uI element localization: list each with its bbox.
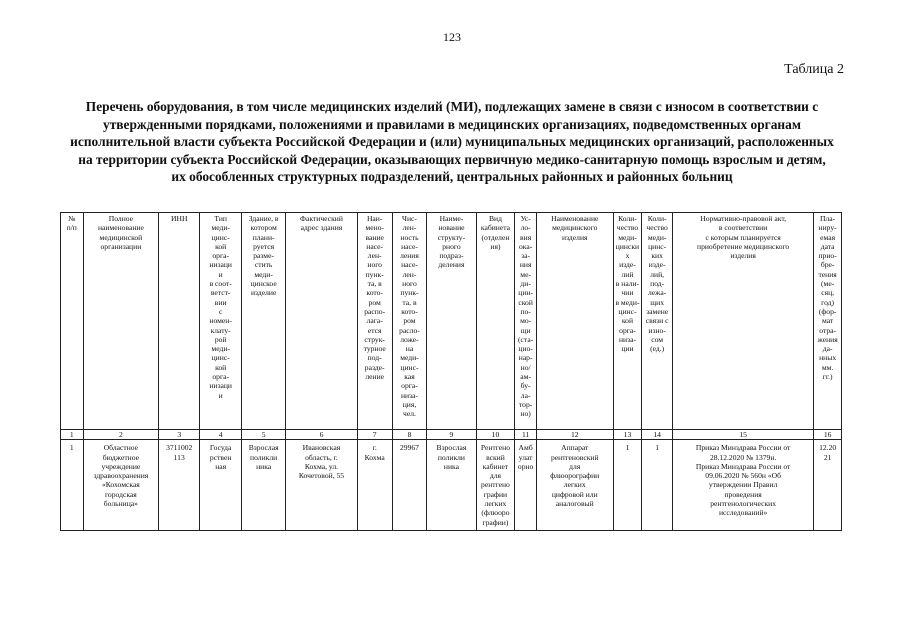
header-cell: № п/п [61,213,84,430]
column-number: 2 [83,430,159,440]
column-number: 14 [642,430,673,440]
header-cell: Фактический адрес здания [286,213,358,430]
table-cell: Госуда рствен ная [200,440,242,531]
table-cell: Приказ Минздрава России от 28.12.2020 № 1379н. Приказ Минздрава России от 09.06.2020 № 560н «Об утверждении Правил проведения рентгенологических исследований» [673,440,814,531]
column-number-row [61,430,842,440]
header-cell: Ус- ло- вия ока- за- ния ме- ди- цин- ской по- мо- щи (ста- цио- нар- но/ ам- бу- ла- тор- но) [515,213,536,430]
header-cell: Здание, в котором плани- руется разме- стить меди- цинское изделие [242,213,286,430]
header-cell: Нормативно-правовой акт, в соответствии с которым планируется приобретение медицинского изделия [673,213,814,430]
header-row [61,213,842,430]
table-cell: Амб улат орно [515,440,536,531]
table-cell: 3711002 113 [159,440,200,531]
document-title: Перечень оборудования, в том числе медицинских изделий (МИ), подлежащих замене в связи с износом в соответствии с утвержденными порядками, положениями и правилами в медицинских организациях, подведомственных органам исполнительной власти субъекта Российской Федерации и (или) муниципальных медицинских организаций, расположенных на территории субъекта Российской Федерации, оказывающих первичную медико-санитарную помощь взрослым и детям, их обособленных структурных подразделений, центральных районных и районных больниц [70,99,834,185]
column-number: 1 [61,430,84,440]
table-cell: Ивановская область, г. Кохма, ул. Кочетовой, 55 [286,440,358,531]
header-cell: Полное наименование медицинской организации [83,213,159,430]
header-cell: Пла- ниру- емая дата прио- бре- тения (ме- сяц, год) (фор- мат отра- жения да- нных мм. гг.) [814,213,842,430]
table-row [61,440,842,531]
table-cell: Областное бюджетное учреждение здравоохранения «Кохомская городская больница» [83,440,159,531]
header-cell: Наиме- нование структу- рного подраз- деления [427,213,476,430]
table-cell: 29967 [392,440,427,531]
column-number: 6 [286,430,358,440]
column-number: 9 [427,430,476,440]
header-cell: Коли- чество меди- цинских изде- лий в нали- чии в меди- цинс- кой орга- низа- ции [613,213,642,430]
column-number: 13 [613,430,642,440]
column-number: 7 [357,430,392,440]
page-number: 123 [443,30,461,44]
column-number: 8 [392,430,427,440]
table-cell: 1 [613,440,642,531]
header-cell: Коли- чество меди- цинс- ких изде- лий, под- лежа- щих замене связи с изно- сом (ед.) [642,213,673,430]
header-cell: Наи- мено- вание насе- лен- ного пунк- та, в кото- ром распо- лага- ется струк- турное под- разде- ление [357,213,392,430]
column-number: 15 [673,430,814,440]
column-number: 3 [159,430,200,440]
table-cell: 1 [642,440,673,531]
table-label: Таблица 2 [784,62,844,77]
table-cell: г. Кохма [357,440,392,531]
table-cell: Взрослая поликли ника [427,440,476,531]
header-cell: Чис- лен- ность насе- ления насе- лен- ного пунк- та, в кото- ром расло- ложе- на меди- цинс- кая орга- низа- ция, чел. [392,213,427,430]
column-number: 4 [200,430,242,440]
table-cell: Аппарат рентгеновский для флюорографии легких цифровой или аналоговый [536,440,613,531]
equipment-table [60,212,842,531]
column-number: 16 [814,430,842,440]
table-cell: Взрослая поликли ника [242,440,286,531]
column-number: 10 [476,430,515,440]
column-number: 11 [515,430,536,440]
header-cell: Вид кабинета (отделен ия) [476,213,515,430]
table-cell: 12.20 21 [814,440,842,531]
header-cell: Наименование медицинского изделия [536,213,613,430]
header-cell: ИНН [159,213,200,430]
column-number: 12 [536,430,613,440]
column-number: 5 [242,430,286,440]
header-cell: Тип меди- цинс- кой орга- низаци и в соот- ветст- вии с номен- клату- рой меди- цинс- кой орга- низаци и [200,213,242,430]
table-cell: Рентгено вский кабинет для рентгено графии легких (флюоро графии) [476,440,515,531]
table-cell: 1 [61,440,84,531]
